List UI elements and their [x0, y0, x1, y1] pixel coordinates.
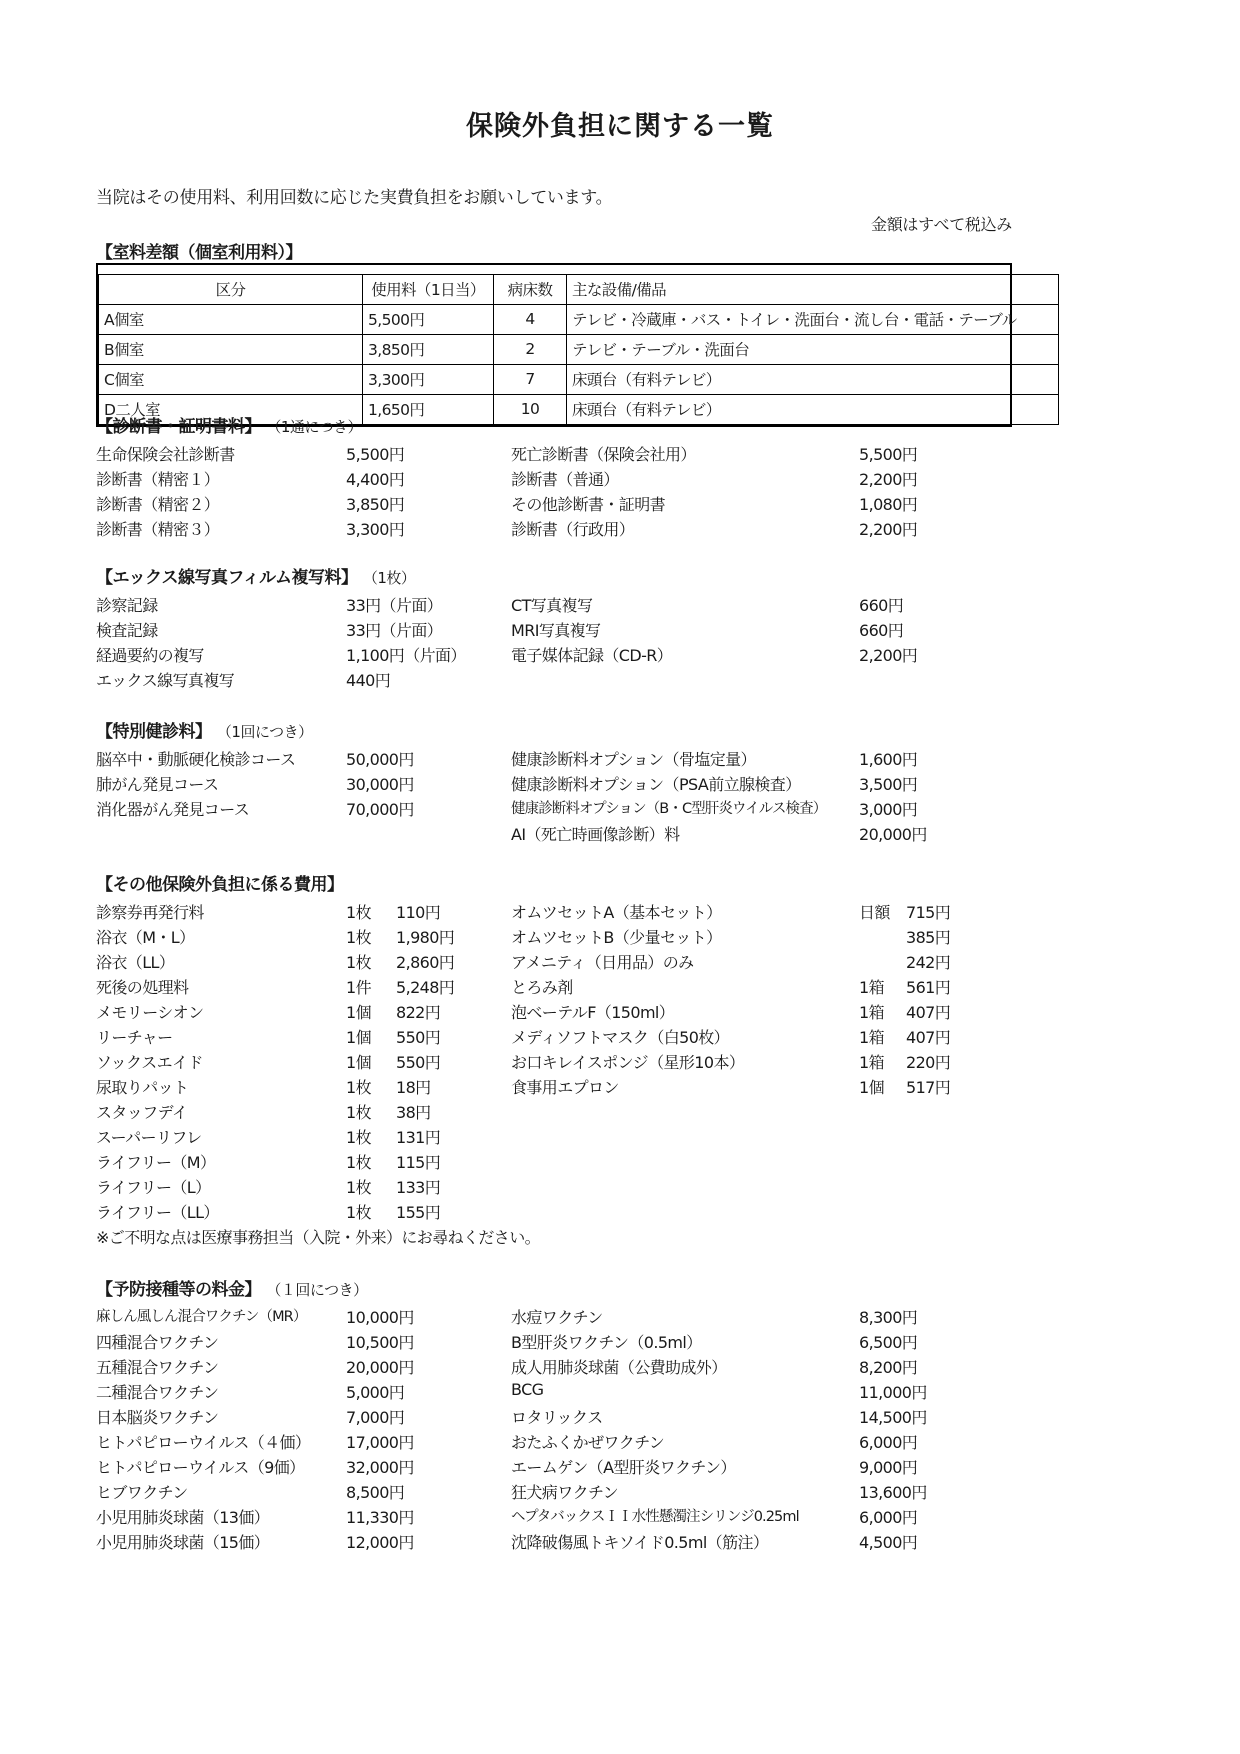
fee-name: 死後の処理料 — [96, 978, 189, 997]
fee-price: 10,000円 — [346, 1308, 414, 1327]
fee-price: 110円 — [396, 903, 441, 922]
table-row — [99, 365, 1059, 395]
room-category: C個室 — [99, 365, 363, 395]
fee-name: 四種混合ワクチン — [96, 1333, 219, 1352]
fee-name: ライフリー（M） — [96, 1153, 216, 1172]
xray-heading-suffix: （1枚） — [362, 569, 416, 587]
room-table-border — [96, 263, 1017, 427]
fee-price: 17,000円 — [346, 1433, 414, 1452]
room-equipment: テレビ・テーブル・洗面台 — [567, 335, 1059, 365]
column-header-category: 区分 — [99, 275, 363, 305]
fee-row — [96, 1050, 1012, 1075]
fee-name: 診断書（精密２） — [96, 495, 220, 514]
fee-price: 20,000円 — [346, 1358, 414, 1377]
fee-row — [96, 1100, 1012, 1125]
room-category: B個室 — [99, 335, 363, 365]
fee-name: 診察券再発行料 — [96, 903, 204, 922]
fee-name: ソックスエイド — [96, 1053, 203, 1072]
fee-price: 5,000円 — [346, 1383, 405, 1402]
fee-name: 成人用肺炎球菌（公費助成外） — [511, 1358, 727, 1377]
vaccine-rows — [96, 1305, 1012, 1555]
fee-row — [96, 1505, 1012, 1530]
fee-name: 診察記録 — [96, 596, 158, 615]
fee-price: 30,000円 — [346, 775, 414, 794]
fee-price: 133円 — [396, 1178, 441, 1197]
fee-row — [96, 1000, 1012, 1025]
fee-price: 7,000円 — [346, 1408, 405, 1427]
fee-name: ヘプタバックスＩＩ水性懸濁注シリンジ0.25ml — [511, 1509, 799, 1525]
fee-price: 1,980円 — [396, 928, 455, 947]
fee-row — [96, 772, 1012, 797]
fee-price: 660円 — [859, 596, 904, 615]
fee-price: 2,860円 — [396, 953, 455, 972]
fee-price: 8,300円 — [859, 1308, 918, 1327]
fee-name: ライフリー（L） — [96, 1178, 211, 1197]
fee-row — [96, 593, 1012, 618]
fee-row — [96, 1150, 1012, 1175]
other-expense-section — [96, 870, 1012, 1250]
room-equipment: 床頭台（有料テレビ） — [567, 365, 1059, 395]
vaccine-heading-text: 【予防接種等の料金】 — [96, 1280, 261, 1300]
room-category: A個室 — [99, 305, 363, 335]
fee-price: 4,400円 — [346, 470, 405, 489]
fee-name: 検査記録 — [96, 621, 158, 640]
fee-price: 660円 — [859, 621, 904, 640]
fee-name: スーパーリフレ — [96, 1128, 202, 1147]
fee-unit: 1枚 — [346, 1178, 371, 1197]
fee-name: 狂犬病ワクチン — [511, 1483, 619, 1502]
fee-price: 385円 — [906, 928, 951, 947]
fee-name: 健康診断料オプション（B・C型肝炎ウイルス検査） — [511, 801, 827, 817]
fee-name: 診断書（行政用） — [511, 520, 635, 539]
fee-name: MRI写真複写 — [511, 621, 601, 640]
column-header-fee: 使用料（1日当） — [363, 275, 494, 305]
fee-price: 1,080円 — [859, 495, 918, 514]
fee-price: 4,500円 — [859, 1533, 918, 1552]
fee-name: とろみ剤 — [511, 978, 573, 997]
fee-row — [96, 1075, 1012, 1100]
fee-row — [96, 1125, 1012, 1150]
fee-price: 2,200円 — [859, 646, 918, 665]
fee-unit: 1箱 — [859, 978, 884, 997]
certificate-fee-section — [96, 412, 1012, 542]
xray-section-heading — [96, 563, 1012, 588]
fee-price: 33円（片面） — [346, 596, 443, 615]
fee-row — [96, 1200, 1012, 1225]
fee-name: 健康診断料オプション（PSA前立腺検査） — [511, 775, 801, 794]
checkup-heading-suffix: （1回につき） — [216, 723, 313, 741]
fee-name: 死亡診断書（保険会社用） — [511, 445, 696, 464]
fee-name: 食事用エプロン — [511, 1078, 619, 1097]
fee-unit: 1個 — [346, 1028, 371, 1047]
fee-price: 8,500円 — [346, 1483, 405, 1502]
fee-unit: 1枚 — [346, 903, 371, 922]
column-header-equipment: 主な設備/備品 — [567, 275, 1059, 305]
fee-price: 6,500円 — [859, 1333, 918, 1352]
fee-price: 131円 — [396, 1128, 441, 1147]
room-fee: 3,300円 — [363, 365, 494, 395]
fee-price: 13,600円 — [859, 1483, 927, 1502]
fee-name: スタッフデイ — [96, 1103, 188, 1122]
table-row — [99, 305, 1059, 335]
fee-name: 診断書（精密３） — [96, 520, 220, 539]
fee-price: 5,248円 — [396, 978, 455, 997]
fee-price: 20,000円 — [859, 825, 927, 844]
fee-name: 診断書（普通） — [511, 470, 619, 489]
fee-name: エームゲン（A型肝炎ワクチン） — [511, 1458, 736, 1477]
fee-price: 12,000円 — [346, 1533, 414, 1552]
fee-name: 小児用肺炎球菌（15価） — [96, 1533, 270, 1552]
fee-price: 14,500円 — [859, 1408, 927, 1427]
fee-price: 18円 — [396, 1078, 431, 1097]
fee-name: オムツセットA（基本セット） — [511, 903, 722, 922]
fee-name: オムツセットB（少量セット） — [511, 928, 722, 947]
fee-row — [96, 1175, 1012, 1200]
table-row — [99, 335, 1059, 365]
fee-price: 407円 — [906, 1028, 951, 1047]
fee-unit: 1枚 — [346, 953, 371, 972]
special-checkup-section — [96, 717, 1012, 847]
fee-row — [96, 950, 1012, 975]
fee-price: 6,000円 — [859, 1433, 918, 1452]
room-rate-table — [98, 274, 1059, 425]
fee-name: 沈降破傷風トキソイド0.5ml（筋注） — [511, 1533, 769, 1552]
fee-price: 3,850円 — [346, 495, 405, 514]
fee-price: 3,000円 — [859, 800, 918, 819]
fee-name: メモリーシオン — [96, 1003, 204, 1022]
checkup-section-heading — [96, 717, 1012, 742]
fee-name: 尿取りパット — [96, 1078, 189, 1097]
vaccine-section-heading — [96, 1275, 1012, 1300]
fee-unit: 1箱 — [859, 1053, 884, 1072]
fee-name: 生命保険会社診断書 — [96, 445, 235, 464]
fee-row — [96, 1480, 1012, 1505]
xray-rows — [96, 593, 1012, 693]
fee-name: エックス線写真複写 — [96, 671, 235, 690]
fee-row — [96, 975, 1012, 1000]
room-equipment: 床頭台（有料テレビ） — [567, 395, 1059, 425]
fee-price: 6,000円 — [859, 1508, 918, 1527]
fee-price: 407円 — [906, 1003, 951, 1022]
fee-name: 麻しん風しん混合ワクチン（MR） — [96, 1309, 307, 1325]
fee-price: 517円 — [906, 1078, 951, 1097]
certificate-heading-text: 【診断書・証明書料】 — [96, 417, 261, 437]
fee-row — [96, 492, 1012, 517]
room-fee: 5,500円 — [363, 305, 494, 335]
fee-name: 電子媒体記録（CD‐R） — [511, 646, 673, 665]
fee-price: 11,000円 — [859, 1383, 927, 1402]
other-expense-rows — [96, 900, 1012, 1250]
fee-name: 診断書（精密１） — [96, 470, 220, 489]
column-header-beds: 病床数 — [494, 275, 567, 305]
fee-row — [96, 797, 1012, 822]
room-rate-section — [96, 238, 1017, 427]
fee-name: 健康診断料オプション（骨塩定量） — [511, 750, 756, 769]
room-beds: 7 — [494, 365, 567, 395]
fee-name: CT写真複写 — [511, 596, 593, 615]
fee-name: 浴衣（M・L） — [96, 928, 195, 947]
fee-row — [96, 900, 1012, 925]
fee-price: 32,000円 — [346, 1458, 414, 1477]
fee-price: 10,500円 — [346, 1333, 414, 1352]
certificate-heading-suffix: （1通につき） — [266, 418, 363, 436]
fee-name: B型肝炎ワクチン（0.5ml） — [511, 1333, 702, 1352]
other-section-heading: 【その他保険外負担に係る費用】 — [96, 875, 344, 895]
fee-unit: 1枚 — [346, 1203, 371, 1222]
fee-row — [96, 747, 1012, 772]
checkup-rows — [96, 747, 1012, 847]
table-header-row — [99, 275, 1059, 305]
fee-name: その他診断書・証明書 — [511, 495, 666, 514]
fee-price: 11,330円 — [346, 1508, 414, 1527]
checkup-heading-text: 【特別健診料】 — [96, 722, 212, 742]
fee-name: ライフリー（LL） — [96, 1203, 219, 1222]
fee-name: 二種混合ワクチン — [96, 1383, 219, 1402]
fee-price: 2,200円 — [859, 470, 918, 489]
fee-name: リーチャー — [96, 1028, 173, 1047]
fee-row — [96, 517, 1012, 542]
fee-price: 3,300円 — [346, 520, 405, 539]
vaccine-section — [96, 1275, 1012, 1555]
fee-price: 220円 — [906, 1053, 951, 1072]
fee-row — [96, 1025, 1012, 1050]
fee-price: 550円 — [396, 1028, 441, 1047]
fee-unit: 1個 — [346, 1053, 371, 1072]
fee-name: AI（死亡時画像診断）料 — [511, 825, 680, 844]
fee-name: 水痘ワクチン — [511, 1308, 603, 1327]
fee-price: 715円 — [906, 903, 951, 922]
fee-unit: 1件 — [346, 978, 371, 997]
certificate-section-heading — [96, 412, 1012, 437]
fee-row — [96, 643, 1012, 668]
fee-row — [96, 1330, 1012, 1355]
fee-name: ヒトパピローウイルス（４価） — [96, 1433, 311, 1452]
certificate-rows — [96, 442, 1012, 542]
fee-unit: 日額 — [859, 903, 890, 922]
intro-text: 当院はその使用料、利用回数に応じた実費負担をお願いしています。 — [96, 188, 613, 208]
fee-price: 50,000円 — [346, 750, 414, 769]
fee-price: 1,100円（片面） — [346, 646, 466, 665]
fee-price: 3,500円 — [859, 775, 918, 794]
fee-name: 小児用肺炎球菌（13価） — [96, 1508, 270, 1527]
footnote-text: ※ご不明な点は医療事務担当（入院・外来）にお尋ねください。 — [96, 1228, 541, 1247]
fee-price: 5,500円 — [346, 445, 405, 464]
fee-row — [96, 1455, 1012, 1480]
fee-price: 9,000円 — [859, 1458, 918, 1477]
fee-price: 822円 — [396, 1003, 441, 1022]
fee-name: ロタリックス — [511, 1408, 603, 1427]
fee-row — [96, 1355, 1012, 1380]
fee-price: 561円 — [906, 978, 951, 997]
fee-name: BCG — [511, 1380, 544, 1399]
vaccine-heading-suffix: （１回につき） — [266, 1281, 368, 1299]
fee-name: お口キレイスポンジ（星形10本） — [511, 1053, 745, 1072]
fee-unit: 1枚 — [346, 1078, 371, 1097]
fee-name: 泡ベーテルF（150ml） — [511, 1003, 675, 1022]
page-title: 保険外負担に関する一覧 — [466, 111, 774, 142]
fee-unit: 1箱 — [859, 1003, 884, 1022]
fee-name: アメニティ（日用品）のみ — [511, 953, 694, 972]
fee-name: ヒトパピローウイルス（9価） — [96, 1458, 305, 1477]
fee-price: 242円 — [906, 953, 951, 972]
room-beds: 4 — [494, 305, 567, 335]
room-fee: 3,850円 — [363, 335, 494, 365]
fee-row — [96, 822, 1012, 847]
xray-heading-text: 【エックス線写真フィルム複写料】 — [96, 568, 358, 588]
fee-price: 70,000円 — [346, 800, 414, 819]
fee-row — [96, 1530, 1012, 1555]
fee-row — [96, 442, 1012, 467]
fee-unit: 1枚 — [346, 1153, 371, 1172]
room-beds: 10 — [494, 395, 567, 425]
fee-unit: 1枚 — [346, 928, 371, 947]
fee-unit: 1個 — [346, 1003, 371, 1022]
xray-copy-section — [96, 563, 1012, 693]
room-category: D二人室 — [99, 395, 363, 425]
fee-price: 33円（片面） — [346, 621, 443, 640]
fee-price: 5,500円 — [859, 445, 918, 464]
fee-row — [96, 1430, 1012, 1455]
fee-row — [96, 1380, 1012, 1405]
fee-row — [96, 668, 1012, 693]
fee-price: 550円 — [396, 1053, 441, 1072]
fee-unit: 1箱 — [859, 1028, 884, 1047]
fee-price: 115円 — [396, 1153, 441, 1172]
room-equipment: テレビ・冷蔵庫・バス・トイレ・洗面台・流し台・電話・テーブル — [567, 305, 1059, 335]
fee-unit: 1枚 — [346, 1128, 371, 1147]
fee-name: 経過要約の複写 — [96, 646, 204, 665]
fee-row — [96, 1305, 1012, 1330]
fee-row — [96, 618, 1012, 643]
fee-unit: 1個 — [859, 1078, 884, 1097]
fee-name: メディソフトマスク（白50枚） — [511, 1028, 730, 1047]
fee-price: 155円 — [396, 1203, 441, 1222]
fee-name: おたふくかぜワクチン — [511, 1433, 665, 1452]
fee-row — [96, 1405, 1012, 1430]
fee-name: 五種混合ワクチン — [96, 1358, 219, 1377]
fee-price: 38円 — [396, 1103, 431, 1122]
tax-note: 金額はすべて税込み — [871, 215, 1012, 234]
fee-price: 1,600円 — [859, 750, 918, 769]
fee-name: 脳卒中・動脈硬化検診コース — [96, 750, 296, 769]
room-beds: 2 — [494, 335, 567, 365]
room-fee: 1,650円 — [363, 395, 494, 425]
fee-name: 消化器がん発見コース — [96, 800, 250, 819]
fee-price: 2,200円 — [859, 520, 918, 539]
fee-name: 浴衣（LL） — [96, 953, 175, 972]
fee-name: 肺がん発見コース — [96, 775, 219, 794]
fee-row — [96, 925, 1012, 950]
fee-name: 日本脳炎ワクチン — [96, 1408, 219, 1427]
fee-unit: 1枚 — [346, 1103, 371, 1122]
room-section-heading: 【室料差額（個室利用料）】 — [96, 243, 302, 263]
footnote-row — [96, 1225, 1012, 1250]
fee-row — [96, 467, 1012, 492]
fee-name: ヒブワクチン — [96, 1483, 188, 1502]
fee-price: 8,200円 — [859, 1358, 918, 1377]
fee-price: 440円 — [346, 671, 391, 690]
